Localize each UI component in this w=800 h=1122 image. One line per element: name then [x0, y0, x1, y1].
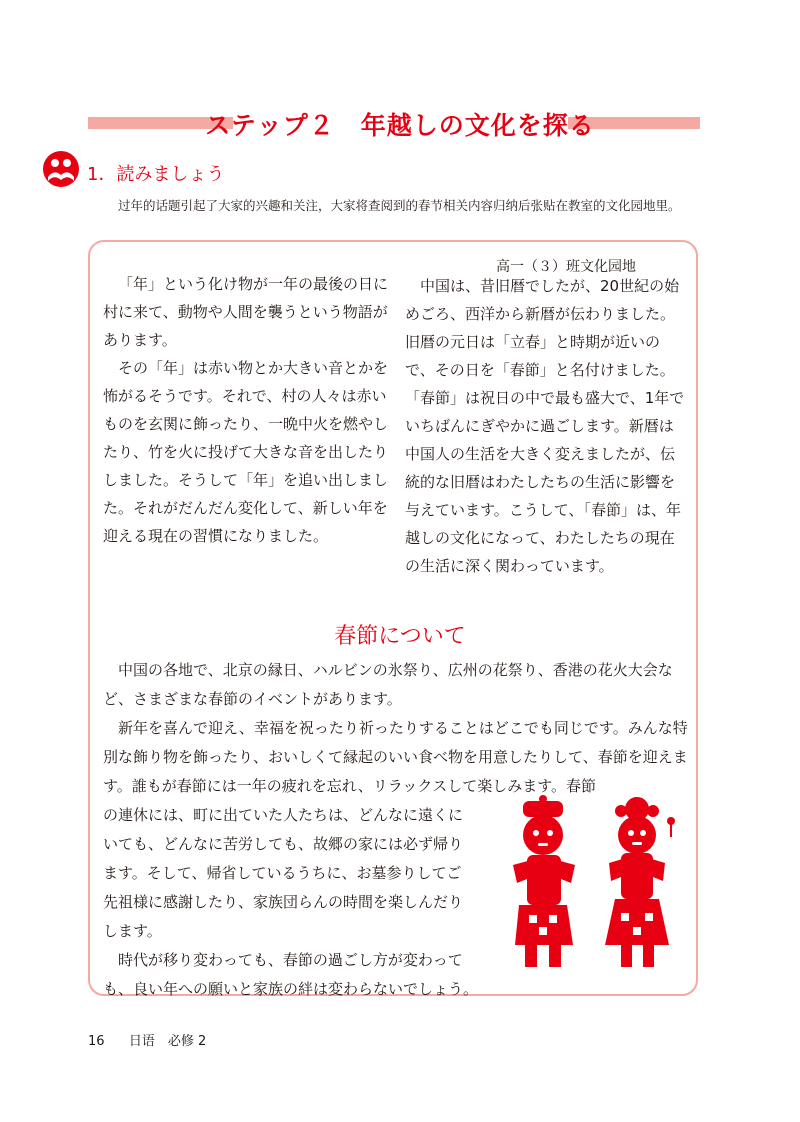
text-line: ます。そして、帰省しているうちに、お墓参りしてご: [103, 864, 462, 882]
section-heading: 1．読みましょう: [87, 164, 225, 185]
page-title: ステップ２ 年越しの文化を探る: [205, 111, 595, 140]
left-paragraph: 「年」という化け物が一年の最後の日に村に来て、動物や人間を襲うという物語があります。: [103, 275, 389, 349]
body-paragraph: 中国の各地で、北京の縁日、ハルビンの氷祭り、広州の花祭り、香港の花火大会など、さまざまな春節のイベントがあります。: [103, 661, 673, 708]
book-title: 日语 必修 2: [128, 1034, 207, 1049]
right-paragraph: 中国は、昔旧暦でしたが、20世紀の始めごろ、西洋から新暦が伝わりました。旧暦の元日は「立春」と時期が近いので、その日を「春節」と名付けました。「春節」は祝日の中で最も盛大で、1年でいちばんにぎやかに過ごします。新暦は中国人の生活を大きく変えましたが、伝統的な旧暦はわたしたちの生活に影響を与えています。こうして、「春節」は、年越しの文化になって、わたしたちの現在の生活に深く関わっています。: [405, 277, 685, 575]
subsection-title: 春節について: [334, 624, 466, 649]
narrow-text: [103, 801, 503, 1004]
page-number: 16: [88, 1034, 105, 1049]
paper-cut-children-icon: [505, 795, 680, 975]
page-footer: [88, 1030, 206, 1049]
full-width-text: [103, 656, 691, 801]
text-line: します。: [103, 922, 162, 940]
left-paragraph: その「年」は赤い物とか大きい音とかを怖がるそうです。それで、村の人々は赤いものを玄関に飾ったり、一晩中火を燃やしたり、竹を火に投げて大きな音を出したりしました。そうして「年」を追い出しました。それがだんだん変化して、新しい年を迎える現在の習慣になりました。: [103, 359, 389, 545]
text-line: 時代が移り変わっても、春節の過ごし方が変わって: [118, 951, 463, 969]
text-line: 先祖様に感謝したり、家族団らんの時間を楽しんだり: [103, 893, 464, 911]
right-column: [405, 272, 687, 580]
reading-people-icon: [42, 150, 80, 188]
body-paragraph: 新年を喜んで迎え、幸福を祝ったり祈ったりすることはどこでも同じです。みんな特別な飾り物を飾ったり、おいしくて縁起のいい食べ物を用意したりして、春節を迎えます。誰もが春節には一年の疲れを忘れ、リラックスして楽しみます。春節: [103, 719, 688, 795]
intro-text: 过年的话题引起了大家的兴趣和关注，大家将查阅到的春节相关内容归纳后张贴在教室的文化园地里。: [118, 198, 681, 213]
text-line: いても、どんなに苦労しても、故郷の家には必ず帰り: [103, 835, 464, 853]
left-column: [103, 270, 395, 550]
board-heading: 高一（３）班文化园地: [496, 259, 636, 275]
text-line: も、良い年への願いと家族の絆は変わらないでしょう。: [103, 980, 479, 998]
text-line: の連休には、町に出ていた人たちは、どんなに遠くに: [103, 806, 464, 824]
